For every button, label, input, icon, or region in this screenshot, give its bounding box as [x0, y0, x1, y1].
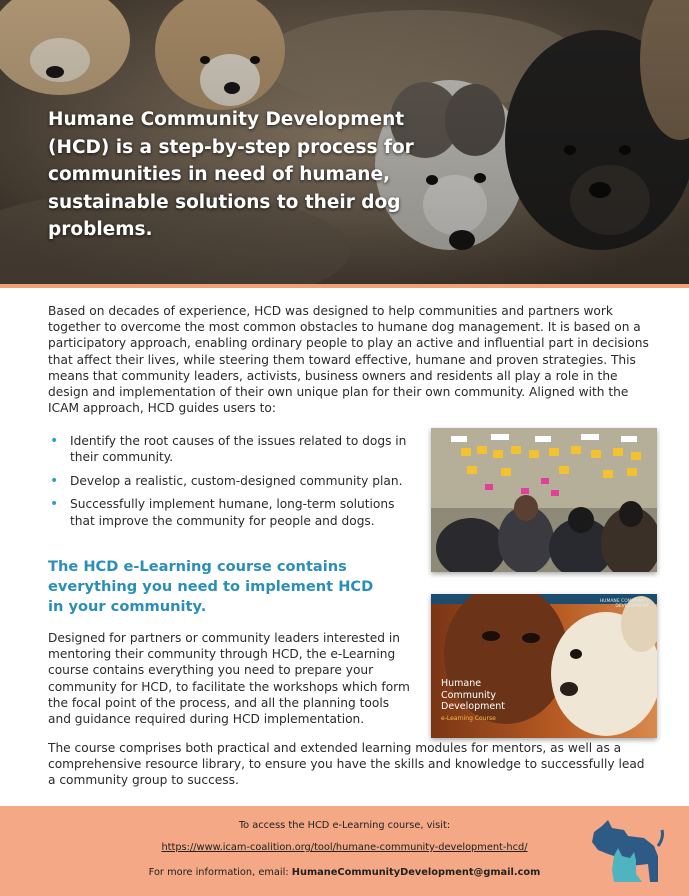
- list-item: [48, 496, 408, 529]
- cover-subtitle: e-Learning Course: [441, 715, 496, 722]
- course-cover-image: [431, 594, 657, 738]
- hero-title: Humane Community Development (HCD) is a step-by-step process for communities in need of humane, sustainable solutions to their dog problems.: [48, 109, 414, 240]
- course-link[interactable]: https://www.icam-coalition.org/tool/humane-community-development-hcd/: [161, 842, 528, 853]
- footer-access-text: To access the HCD e-Learning course, visit:: [238, 820, 451, 831]
- contact-email[interactable]: HumaneCommunityDevelopment@gmail.com: [291, 867, 541, 878]
- contact-prefix: For more information, email:: [148, 867, 292, 878]
- course-modules-text: The course comprises both practical and extended learning modules for mentors, as well as a comprehensive resource library, to ensure you have the skills and knowledge to successfully lead a community group to success.: [48, 741, 645, 788]
- list-item: [48, 473, 408, 489]
- workshop-photo: [431, 428, 657, 572]
- cover-title: Humane Community Development: [441, 678, 505, 712]
- bullet-icon: •: [50, 433, 59, 449]
- list-item: [48, 433, 408, 466]
- cover-top-label: HUMANE COMMUNITY DEVELOPMENT: [599, 599, 649, 609]
- bullet-text: Develop a realistic, custom-designed community plan.: [70, 473, 403, 488]
- bullet-icon: •: [50, 472, 59, 489]
- intro-paragraph: Based on decades of experience, HCD was designed to help communities and partners work together to overcome the most common obstacles to humane dog management. It is based on a participatory approach, enabling ordinary people to play an active and influential part in decisions that affect their lives, while steering them toward effective, humane and proven strategies. This means that community leaders, activists, business owners and residents all play a role in the design and implementation of their own unique plan for their own community. Aligned with the ICAM approach, HCD guides users to:: [48, 304, 649, 416]
- dog-cat-logo-icon: [584, 816, 664, 888]
- course-description: Designed for partners or community leaders interested in mentoring their community through HCD, the e-Learning course contains everything you need to prepare your community for HCD, to facilitate the workshops which form the focal point of the process, and all the planning tools and guidance required during HCD implementation.: [48, 631, 410, 727]
- hero-banner: [0, 0, 689, 284]
- workshop-image: [431, 428, 657, 572]
- bullet-text: Successfully implement humane, long-term solutions that improve the community for people and dogs.: [70, 497, 395, 528]
- bullet-text: Identify the root causes of the issues related to dogs in their community.: [70, 434, 407, 465]
- section-subheading: The HCD e-Learning course contains everything you need to implement HCD in your community.: [48, 558, 374, 615]
- bullet-list: [48, 433, 408, 536]
- divider: [0, 284, 689, 288]
- bullet-icon: •: [50, 496, 59, 513]
